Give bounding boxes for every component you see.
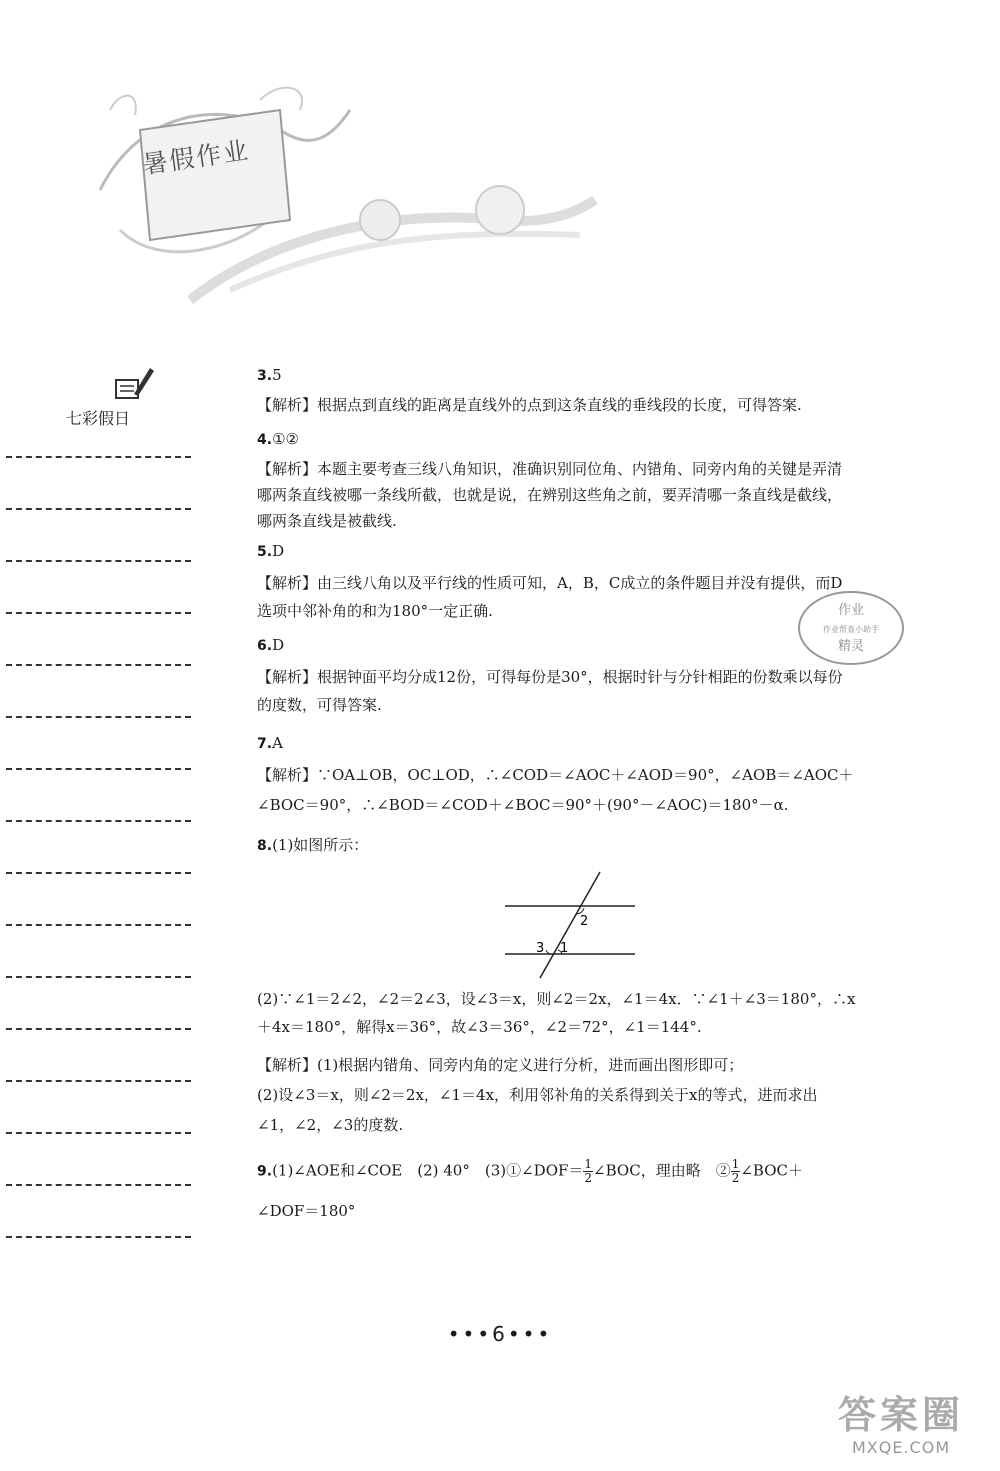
dash-line — [6, 664, 191, 666]
analysis-line: (2)设∠3＝x，则∠2＝2x，∠1＝4x，利用邻补角的关系得到关于x的等式，进而求出 — [257, 1086, 818, 1104]
answer-line: 3.5 — [257, 366, 282, 384]
solution-line: ＋4x＝180°，解得x＝36°，故∠3＝36°，∠2＝72°，∠1＝144°. — [257, 1018, 702, 1036]
analysis-line: ∠BOC＝90°，∴∠BOD＝∠COD＋∠BOC＝90°＋(90°－∠AOC)＝180°－α. — [257, 796, 789, 814]
fraction: $\frac{1}{2}$ — [584, 1157, 593, 1185]
answer-line: 5.D — [257, 542, 285, 560]
answer-line: 8.(1)如图所示： — [257, 836, 369, 854]
dash-line — [6, 456, 191, 458]
angle-label: 2 — [580, 914, 589, 929]
fraction: $\frac{1}{2}$ — [731, 1157, 740, 1185]
banner-title: 暑假作业 — [140, 135, 252, 180]
analysis-line: 【解析】根据钟面平均分成12份，可得每份是30°，根据时针与分针相距的份数乘以每份 — [257, 668, 843, 686]
analysis-line: 【解析】由三线八角以及平行线的性质可知，A，B，C成立的条件题目并没有提供，而D — [257, 574, 843, 592]
analysis-line: 的度数，可得答案. — [257, 696, 382, 714]
svg-text:精灵: 精灵 — [837, 639, 865, 654]
analysis-line: 【解析】根据点到直线的距离是直线外的点到这条直线的垂线段的长度，可得答案. — [257, 396, 802, 414]
dash-line — [6, 508, 191, 510]
dash-line — [6, 1236, 191, 1238]
solution-line: (2)∵∠1＝2∠2，∠2＝2∠3，设∠3＝x，则∠2＝2x，∠1＝4x．∵∠1＋∠3＝180°，∴x — [257, 990, 856, 1008]
dash-line — [6, 560, 191, 562]
header-ornament — [80, 70, 600, 310]
dash-line — [6, 1132, 191, 1134]
answer-line: 6.D — [257, 636, 285, 654]
dash-line — [6, 716, 191, 718]
analysis-line: 【解析】本题主要考查三线八角知识，准确识别同位角、内错角、同旁内角的关键是弄清 — [257, 460, 843, 478]
svg-text:作业帮查小助手: 作业帮查小助手 — [823, 625, 879, 634]
parallel-lines-figure — [500, 870, 640, 980]
answer-line: 9.(1)∠AOE和∠COE (2) 40° (3)①∠DOF＝ $\frac{1}{2}$ ∠BOC，理由略 ② $\frac{1}{2}$ ∠BOC＋ — [257, 1157, 803, 1185]
analysis-line: 【解析】∵OA⊥OB，OC⊥OD，∴∠COD＝∠AOC＋∠AOD＝90°，∠AOB＝∠AOC＋ — [257, 766, 854, 784]
dash-line — [6, 924, 191, 926]
analysis-line: ∠1，∠2，∠3的度数. — [257, 1116, 404, 1134]
answer-line: 4.①② — [257, 430, 299, 448]
analysis-line: 哪两条直线是被截线. — [257, 512, 397, 530]
dash-line — [6, 612, 191, 614]
svg-text:作业: 作业 — [837, 603, 865, 618]
dash-line — [6, 1080, 191, 1082]
analysis-line: 选项中邻补角的和为180°一定正确. — [257, 602, 493, 620]
angle-label: 1 — [560, 941, 569, 956]
sidebar-title: 七彩假日 — [66, 409, 131, 428]
watermark-logo: 答案圈 — [838, 1393, 965, 1437]
stamp-seal — [796, 588, 906, 668]
angle-label: 3 — [536, 941, 545, 956]
answer-line: 7.A — [257, 734, 283, 752]
dash-line — [6, 976, 191, 978]
dash-line — [6, 1184, 191, 1186]
page-number: •••6••• — [447, 1322, 553, 1346]
answer-line: ∠DOF＝180° — [257, 1202, 356, 1220]
dash-line — [6, 872, 191, 874]
watermark-url: MXQE.COM — [852, 1438, 951, 1457]
analysis-line: 【解析】(1)根据内错角、同旁内角的定义进行分析，进而画出图形即可； — [257, 1056, 744, 1074]
dash-line — [6, 768, 191, 770]
pen-icon — [112, 364, 156, 404]
dash-line — [6, 1028, 191, 1030]
dash-line — [6, 820, 191, 822]
analysis-line: 哪两条直线被哪一条线所截，也就是说，在辨别这些角之前，要弄清哪一条直线是截线， — [257, 486, 843, 504]
